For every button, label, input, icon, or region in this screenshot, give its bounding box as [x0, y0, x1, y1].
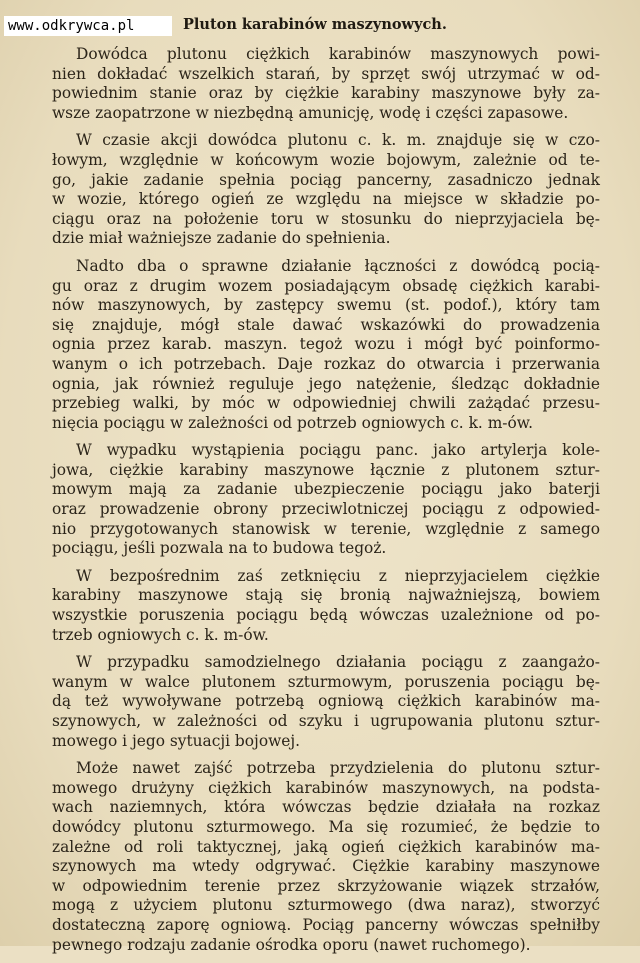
- text-line: oraz prowadzenie obrony przeciwlotniczej pociągu z odpowied-: [52, 500, 600, 519]
- paragraph-4: [52, 441, 600, 559]
- text-line: jowa, ciężkie karabiny maszynowe łącznie z plutonem sztur-: [52, 460, 600, 479]
- text-line: pewnego rodzaju zadanie ośrodka oporu (nawet ruchomego).: [52, 935, 531, 954]
- text-line: w odpowiednim terenie przez skrzyżowanie wiązek strzałów,: [52, 876, 600, 895]
- text-line: nów maszynowych, by zastępcy swemu (st. podof.), który tam: [52, 296, 600, 315]
- text-line: szynowych ma wtedy odgrywać. Ciężkie karabiny maszynowe: [52, 857, 600, 876]
- text-line: Nadto dba o sprawne działanie łączności z dowódcą pocią-: [76, 256, 600, 275]
- text-line: gu oraz z drugim wozem posiadającym obsadę ciężkich karabi-: [52, 276, 600, 295]
- text-line: się znajduje, mógł stale dawać wskazówki do prowadzenia: [52, 315, 600, 334]
- text-line: ognia, jak również reguluje jego natężenie, śledząc dokładnie: [52, 374, 600, 393]
- text-line: szynowych, w zależności od szyku i ugrupowania plutonu sztur-: [52, 712, 600, 730]
- text-line: wszystkie poruszenia pociągu będą wówczas uzależnione od po-: [52, 606, 600, 625]
- text-line: nien dokładać wszelkich starań, by sprzęt swój utrzymać w od-: [52, 64, 600, 83]
- text-line: go, jakie zadanie spełnia pociąg pancerny, zasadniczo jednak: [52, 170, 600, 189]
- text-line: wsze zaopatrzone w niezbędną amunicję, wodę i części zapasowe.: [52, 103, 569, 122]
- text-line: przebieg walki, by móc w odpowiedniej chwili zażądać przesu-: [52, 394, 600, 413]
- text-line: karabiny maszynowe stają się bronią najważniejszą, bowiem: [52, 586, 600, 605]
- text-line: Może nawet zajść potrzeba przydzielenia do plutonu sztur-: [76, 759, 600, 778]
- text-line: wach naziemnych, która wówczas będzie działała na rozkaz: [52, 798, 600, 817]
- text-line: W czasie akcji dowódca plutonu c. k. m. znajduje się w czo-: [76, 131, 600, 150]
- text-line: dą też wywoływane potrzebą ogniową ciężkich karabinów ma-: [52, 692, 600, 711]
- running-head: Pluton karabinów maszynowych.: [183, 16, 447, 33]
- text-line: W bezpośrednim zaś zetknięciu z nieprzyjacielem ciężkie: [76, 566, 600, 585]
- text-line: powiednim stanie oraz by ciężkie karabiny maszynowe były za-: [52, 84, 600, 103]
- paragraph-5: [52, 567, 600, 645]
- paragraph-3: [52, 257, 600, 433]
- text-line: mogą z użyciem plutonu szturmowego (dwa naraz), stworzyć: [52, 896, 600, 915]
- text-line: W przypadku samodzielnego działania pociągu z zaangażo-: [76, 653, 600, 672]
- watermark-label: www.odkrywca.pl: [4, 16, 172, 36]
- text-line: trzeb ogniowych c. k. m-ów.: [52, 625, 269, 644]
- text-line: dowódcy plutonu szturmowego. Ma się rozumieć, że będzie to: [52, 817, 600, 836]
- text-line: w wozie, którego ogień ze względu na miejsce w składzie po-: [52, 190, 600, 209]
- text-line: ciągu oraz na położenie toru w stosunku do nieprzyjaciela bę-: [52, 209, 600, 228]
- text-line: mowym mają za zadanie ubezpieczenie pociągu jako baterji: [52, 480, 600, 499]
- text-line: dzie miał ważniejsze zadanie do spełnienia.: [52, 229, 391, 248]
- paragraph-7: [52, 759, 600, 955]
- text-line: łowym, względnie w końcowym wozie bojowym, zależnie od te-: [52, 150, 600, 169]
- text-line: nio przygotowanych stanowisk w terenie, względnie z samego: [52, 519, 600, 538]
- paragraph-6: [52, 653, 600, 751]
- paragraph-1: [52, 45, 600, 123]
- text-line: dostateczną zaporę ogniową. Pociąg pancerny wówczas spełniłby: [52, 915, 600, 934]
- body-text: [52, 45, 600, 963]
- text-line: wanym o ich potrzebach. Daje rozkaz do otwarcia i przerwania: [52, 354, 600, 373]
- text-line: ognia przez karab. maszyn. tegoż wozu i mógł być poinformo-: [52, 335, 600, 354]
- text-line: Dowódca plutonu ciężkich karabinów maszynowych powi-: [76, 45, 600, 63]
- text-line: pociągu, jeśli pozwala na to budowa tegoż.: [52, 539, 387, 558]
- text-line: zależne od roli taktycznej, jaką ogień ciężkich karabinów ma-: [52, 837, 600, 856]
- paragraph-2: [52, 131, 600, 249]
- text-line: nięcia pociągu w zależności od potrzeb ogniowych c. k. m-ów.: [52, 413, 534, 432]
- text-line: wanym w walce plutonem szturmowym, poruszenia pociągu bę-: [52, 672, 600, 691]
- text-line: mowego drużyny ciężkich karabinów maszynowych, na podsta-: [52, 778, 600, 797]
- text-line: W wypadku wystąpienia pociągu panc. jako artylerja kole-: [76, 441, 600, 460]
- text-line: mowego i jego sytuacji bojowej.: [52, 731, 301, 750]
